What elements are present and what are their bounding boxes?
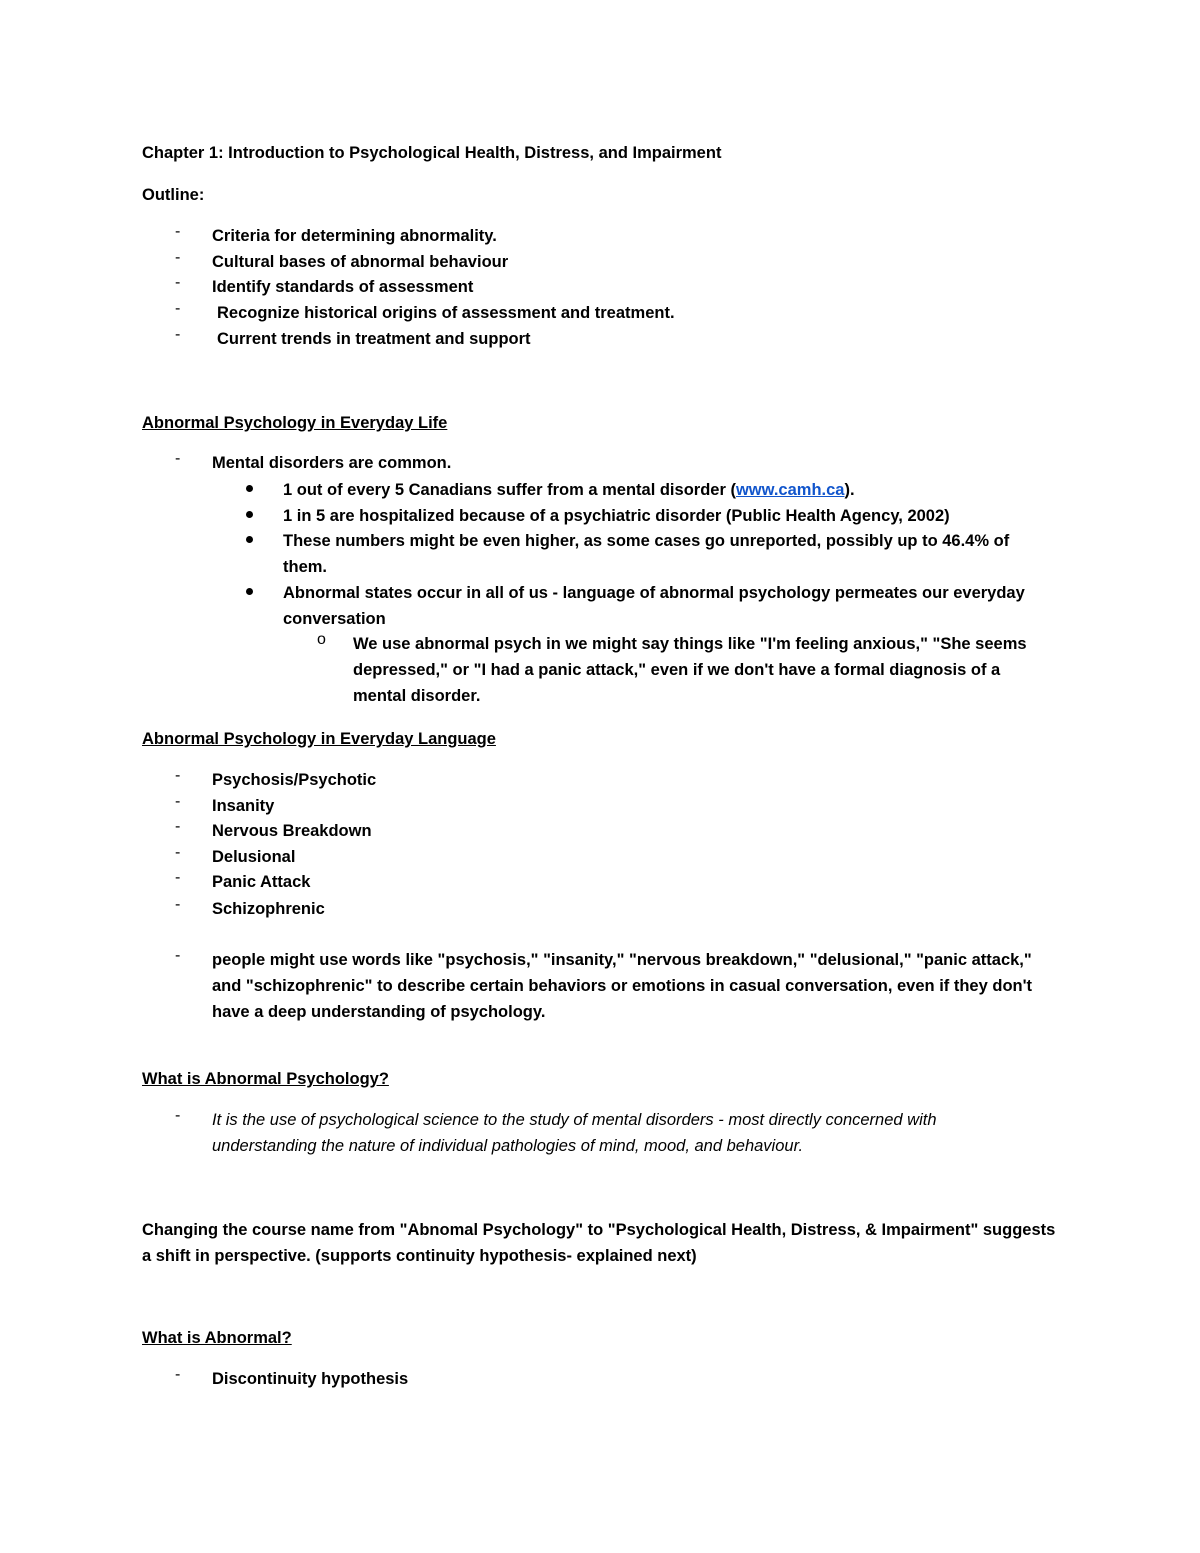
- dash-marker: -: [175, 300, 181, 317]
- course-change-line: Changing the course name from "Abnomal Psychology" to "Psychological Health, Distress, & Impairment" suggests: [142, 1221, 1056, 1239]
- sub-bullet-item-cont: depressed," or "I had a panic attack," even if we don't have a formal diagnosis of a: [353, 661, 1001, 679]
- dash-marker: -: [175, 249, 181, 266]
- outline-item: Recognize historical origins of assessment and treatment.: [217, 304, 675, 322]
- dash-marker: -: [175, 223, 181, 240]
- chapter-title: Chapter 1: Introduction to Psychological Health, Distress, and Impairment: [142, 144, 722, 162]
- dash-marker: -: [175, 947, 181, 964]
- outline-item: Cultural bases of abnormal behaviour: [212, 253, 509, 271]
- bullet-item: Abnormal states occur in all of us - language of abnormal psychology permeates our everyday: [283, 584, 1025, 602]
- sub-bullet-item: We use abnormal psych in we might say things like "I'm feeling anxious," "She seems: [353, 635, 1027, 653]
- list-item: Mental disorders are common.: [212, 454, 452, 472]
- course-change-line: a shift in perspective. (supports continuity hypothesis- explained next): [142, 1247, 697, 1265]
- bullet-marker: [246, 511, 253, 518]
- section-heading-what-is-abnormal: What is Abnormal?: [142, 1329, 292, 1347]
- bullet-item-cont: them.: [283, 558, 328, 576]
- bullet-item: These numbers might be even higher, as some cases go unreported, possibly up to 46.4% of: [283, 532, 1010, 550]
- dash-marker: -: [175, 767, 181, 784]
- term-item: Psychosis/Psychotic: [212, 771, 377, 789]
- section-heading-everyday-life: Abnormal Psychology in Everyday Life: [142, 414, 448, 432]
- paragraph-line: people might use words like "psychosis," "insanity," "nervous breakdown," "delusional," "panic attack,": [212, 951, 1032, 969]
- dash-marker: -: [175, 326, 181, 343]
- section-heading-what-is-abnormal-psychology: What is Abnormal Psychology?: [142, 1070, 389, 1088]
- bullet-marker: [246, 588, 253, 595]
- outline-item: Identify standards of assessment: [212, 278, 474, 296]
- dash-marker: -: [175, 793, 181, 810]
- paragraph-line: and "schizophrenic" to describe certain behaviors or emotions in casual conversation, even if they don't: [212, 977, 1033, 995]
- dash-marker: -: [175, 844, 181, 861]
- circle-marker: o: [317, 631, 326, 648]
- term-item: Delusional: [212, 848, 296, 866]
- bullet-marker: [246, 536, 253, 543]
- dash-marker: -: [175, 896, 181, 913]
- dash-marker: -: [175, 818, 181, 835]
- section-heading-everyday-language: Abnormal Psychology in Everyday Language: [142, 730, 496, 748]
- definition-line: understanding the nature of individual pathologies of mind, mood, and behaviour.: [212, 1137, 804, 1155]
- list-item: Discontinuity hypothesis: [212, 1370, 409, 1388]
- term-item: Insanity: [212, 797, 275, 815]
- dash-marker: -: [175, 1107, 181, 1124]
- paragraph-line: have a deep understanding of psychology.: [212, 1003, 546, 1021]
- term-item: Schizophrenic: [212, 900, 325, 918]
- bullet-marker: [246, 485, 253, 492]
- definition-line: It is the use of psychological science to the study of mental disorders - most directly concerned with: [212, 1111, 937, 1129]
- dash-marker: -: [175, 450, 181, 467]
- outline-heading: Outline:: [142, 186, 205, 204]
- term-item: Nervous Breakdown: [212, 822, 372, 840]
- bullet-item-cont: conversation: [283, 610, 386, 628]
- bullet-item: 1 out of every 5 Canadians suffer from a mental disorder (www.camh.ca).: [283, 481, 855, 499]
- bullet-item: 1 in 5 are hospitalized because of a psychiatric disorder (Public Health Agency, 2002): [283, 507, 950, 525]
- term-item: Panic Attack: [212, 873, 311, 891]
- dash-marker: -: [175, 1366, 181, 1383]
- dash-marker: -: [175, 274, 181, 291]
- camh-link[interactable]: www.camh.ca: [735, 481, 845, 499]
- outline-item: Criteria for determining abnormality.: [212, 227, 497, 245]
- outline-item: Current trends in treatment and support: [217, 330, 531, 348]
- sub-bullet-item-cont: mental disorder.: [353, 687, 481, 705]
- dash-marker: -: [175, 869, 181, 886]
